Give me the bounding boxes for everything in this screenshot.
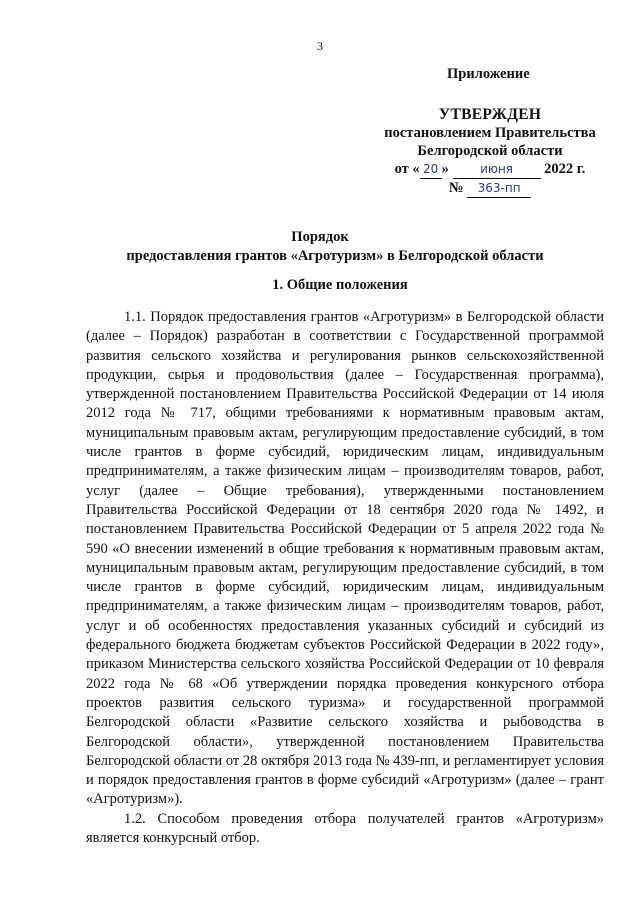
approval-line-1: постановлением Правительства: [384, 125, 596, 141]
approval-year: 2022 г.: [544, 161, 586, 177]
number-prefix: №: [448, 180, 464, 196]
appendix-label: Приложение: [447, 66, 530, 82]
approval-date-line: [360, 160, 620, 179]
approval-stamp-block: [360, 106, 620, 198]
title-line-1: Порядок: [291, 229, 349, 245]
body-text: [86, 308, 604, 848]
approval-number-line: [360, 179, 620, 198]
date-prefix: от «: [394, 161, 420, 177]
day-suffix: »: [441, 161, 449, 177]
document-title: [0, 228, 640, 266]
title-line-2: предоставления грантов «Агротуризм» в Белгородской области: [126, 248, 544, 264]
approval-month: июня: [453, 160, 541, 179]
approved-heading: УТВЕРЖДЕН: [438, 106, 542, 123]
approval-number: 363-пп: [467, 179, 531, 198]
approval-line-2: Белгородской области: [417, 143, 563, 159]
paragraph-1-2: 1.2. Способом проведения отбора получателей грантов «Агротуризм» является конкурсный отбор.: [86, 810, 604, 847]
page-number: 3: [317, 39, 323, 53]
paragraph-1-1: 1.1. Порядок предоставления грантов «Агротуризм» в Белгородской области (далее – Порядок) разработан в соответствии с Государственной программой развития сельского хозяйства и регулирования рынков сельскохозяйственной продукции, сырья и продовольствия (далее – Государственная программа), утвержденной постановлением Правительства Российской Федерации от 14 июля 2012 года № 717, общими требованиями к нормативным правовым актам, муниципальным правовым актам, регулирующим предоставление субсидий, в том числе грантов в форме субсидий, юридическим лицам, индивидуальным предпринимателям, а также физическим лицам – производителям товаров, работ, услуг (далее – Общие требования), утвержденными постановлением Правительства Российской Федерации от 18 сентября 2020 года № 1492, и постановлением Правительства Российской Федерации от 5 апреля 2022 года № 590 «О внесении изменений в общие требования к нормативным правовым актам, муниципальным правовым актам, регулирующим предоставление субсидий, в том числе грантов в форме субсидий, юридическим лицам, индивидуальным предпринимателям, а также физическим лицам – производителям товаров, работ, услуг и об особенностях предоставления указанных субсидий и субсидий из федерального бюджета бюджетам субъектов Российской Федерации в 2022 году», приказом Министерства сельского хозяйства Российской Федерации от 10 февраля 2022 года № 68 «Об утверждении порядка проведения конкурсного отбора проектов развития сельского туризма» и государственной программой Белгородской области «Развитие сельского хозяйства и рыбоводства в Белгородской области», утвержденной постановлением Правительства Белгородской области от 28 октября 2013 года № 439-пп, и регламентирует условия и порядок предоставления грантов в форме субсидий «Агротуризм» (далее – грант «Агротуризм»).: [86, 309, 604, 808]
approval-day: 20: [420, 160, 442, 179]
section-heading: 1. Общие положения: [272, 277, 408, 293]
